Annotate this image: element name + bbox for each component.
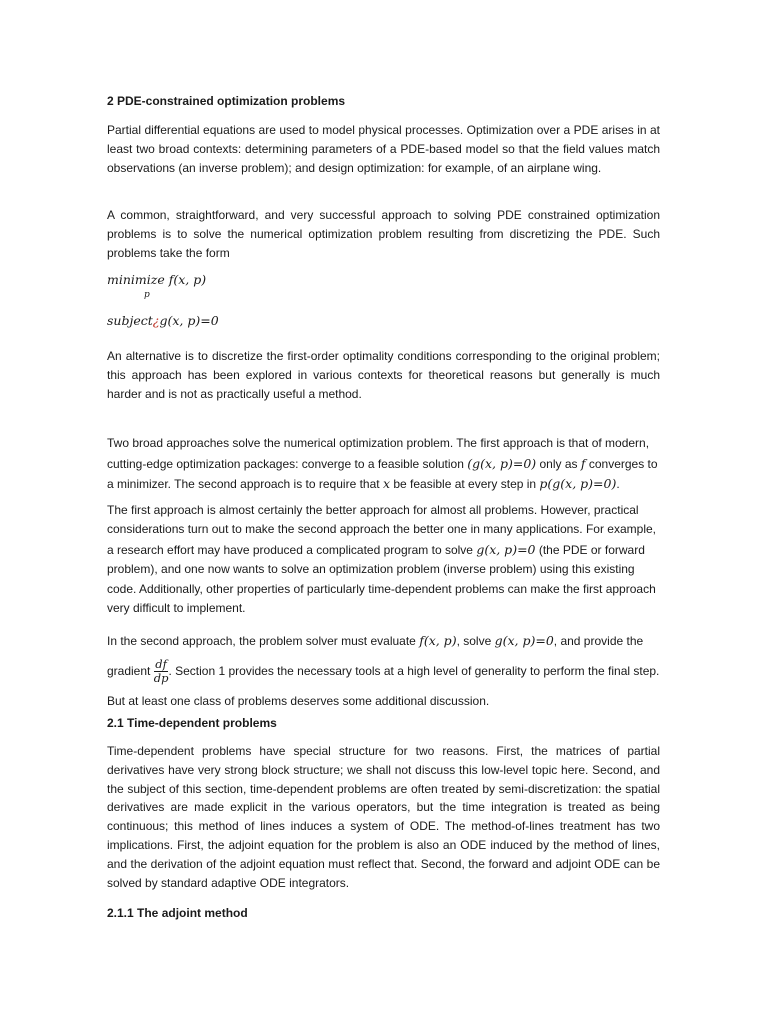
section-2-paragraph-6 (107, 626, 660, 716)
formula-subject-glyph: ¿ (152, 313, 160, 328)
p6-math-f: f(x, p) (419, 633, 457, 648)
p4-text-2: only as (536, 456, 581, 471)
section-2-paragraph-3: An alternative is to discretize the first-order optimality conditions corresponding to the original problem; this approach has been explored in various contexts for theoretical reasons but generally is much harder and is not as practically useful a method. (107, 349, 660, 401)
section-2-1-heading: 2.1 Time-dependent problems (107, 716, 277, 730)
formula-subject-word: subject (107, 313, 153, 328)
p4-text-5: . (616, 477, 620, 491)
formula-minimize-subscript: p (144, 290, 150, 300)
section-2-paragraph-2: A common, straightforward, and very successful approach to solving PDE constrained optimization problems is to solve the numerical optimization problem resulting from discretizing the PDE. Such problems take the form (107, 208, 660, 260)
section-2-paragraph-5 (107, 501, 660, 618)
p4-math-x: x (382, 476, 390, 491)
p6-text-1: In the second approach, the problem solver must evaluate (107, 634, 420, 648)
p6-math-g: g(x, p)=0 (494, 633, 554, 648)
p4-math-p: p(g(x, p)=0) (539, 476, 617, 491)
p6-text-2: , solve (456, 634, 495, 648)
fraction-denominator: dp (153, 671, 169, 686)
p5-text-1: The first approach is almost certainly the better approach for almost all problems. However, practical considerations turn out to make the second approach the better one in many applications. For example, a research effort may have produced a complicated program to solve (107, 503, 656, 557)
p4-text-3: converges to a minimizer. The second approach is to require that (107, 456, 658, 491)
p5-math-g: g(x, p)=0 (476, 541, 536, 557)
p5-text-2: (the PDE or forward problem), and one now wants to solve an optimization problem (inverse problem) using this existing code. Additionally, other properties of particularly time-dependent problems can make the first approach very difficult to implement. (107, 542, 656, 616)
p6-text-4: . Section 1 provides the necessary tools at a high level of generality to perform the final step. But at least one class of problems deserves some additional discussion. (107, 664, 660, 708)
section-2-paragraph-1: Partial differential equations are used to model physical processes. Optimization over a PDE arises in at least two broad contexts: determining parameters of a PDE-based model so that the field values match observations (an inverse problem); and design optimization: for example, of an airplane wing. (107, 123, 660, 175)
p4-text-4: be feasible at every step in (390, 477, 540, 491)
section-2-paragraph-4 (107, 433, 660, 495)
section-2-1-paragraph-1: Time-dependent problems have special structure for two reasons. First, the matrices of partial derivatives have very strong block structure; we shall not discuss this low-level topic here. Second, and the subject of this section, time-dependent problems are often treated by semi-discretization: the spatial derivatives are made explicit in the various operators, but the time integration is treated as being continuous; this method of lines induces a system of ODE. The method-of-lines treatment has two implications. First, the adjoint equation for the problem is also an ODE induced by the method of lines, and the derivation of the adjoint equation must reflect that. Second, the forward and adjoint ODE can be solved by standard adaptive ODE integrators. (107, 744, 660, 890)
section-2-heading: 2 PDE-constrained optimization problems (107, 94, 346, 108)
gradient-fraction (154, 658, 169, 685)
p4-text-1: Two broad approaches solve the numerical optimization problem. The first approach is that of modern, cutting-edge optimization packages: converge to a feasible solution (107, 436, 650, 471)
formula-minimize: minimize f(x, p) (107, 272, 207, 287)
section-2-1-1-heading: 2.1.1 The adjoint method (107, 906, 248, 920)
p4-math-f: f (580, 455, 586, 471)
fraction-numerator: df (155, 657, 167, 672)
formula-subject-rest: g(x, p)=0 (159, 313, 219, 328)
p6-text-3: , and provide the gradient (107, 634, 644, 678)
p4-math-feasible: (g(x, p)=0) (467, 455, 537, 471)
formula-subject-to (107, 313, 219, 328)
